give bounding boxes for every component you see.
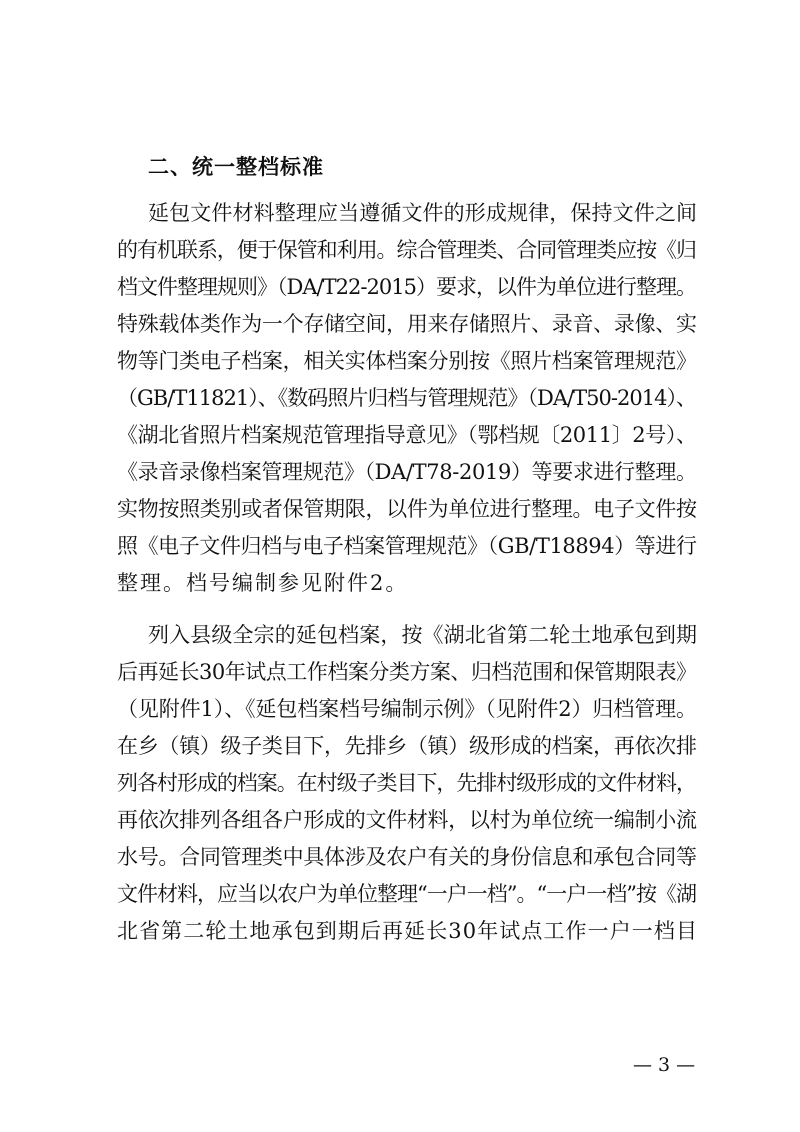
paragraph-1-line-7 [0,417,800,453]
text-line: 列入县级全宗的延包档案，按《湖北省第二轮土地承包到期 [148,623,698,647]
text-line: 后再延长30年试点工作档案分类方案、归档范围和保管期限表》 [117,660,697,684]
text-line: 档文件整理规则》（DA/T22-2015）要求，以件为单位进行整理。 [117,275,697,299]
text-line: 列各村形成的档案。在村级子类目下，先排村级形成的文件材料， [117,771,696,795]
paragraph-1-line-3 [0,269,800,305]
text-line: 北省第二轮土地承包到期后再延长30年试点工作一户一档目 [117,919,699,943]
paragraph-1-line-8 [0,454,800,490]
paragraph-2-line-7 [0,839,800,875]
text-line: 水号。合同管理类中具体涉及农户有关的身份信息和承包合同等 [117,845,697,869]
paragraph-2-line-1 [0,617,800,653]
paragraph-1-line-11 [0,565,800,601]
paragraph-2-line-2 [0,654,800,690]
paragraph-2-line-9 [0,913,800,949]
text-line: 再依次排列各组各户形成的文件材料，以村为单位统一编制小流 [117,808,697,832]
text-line: 特殊载体类作为一个存储空间，用来存储照片、录音、录像、实 [117,312,697,336]
text-line: 整理。档号编制参见附件2。 [117,571,409,595]
text-line: 《湖北省照片档案规范管理指导意见》（鄂档规〔2011〕2号）、 [117,423,697,447]
paragraph-2-line-4 [0,728,800,764]
text-line: 物等门类电子档案，相关实体档案分别按《照片档案管理规范》 [117,349,697,373]
paragraph-1-line-9 [0,491,800,527]
paragraph-2-line-5 [0,765,800,801]
text-line: 实物按照类别或者保管期限，以件为单位进行整理。电子文件按 [117,497,697,521]
paragraph-2-line-3 [0,691,800,727]
paragraph-1-line-2 [0,232,800,268]
paragraph-2-line-8 [0,876,800,912]
text-line: 文件材料，应当以农户为单位整理“一户一档”。“一户一档”按《湖 [117,882,696,906]
paragraph-2-line-6 [0,802,800,838]
paragraph-1-line-4 [0,306,800,342]
page-number: — 3 — [633,1054,696,1076]
text-line: 在乡（镇）级子类目下，先排乡（镇）级形成的档案，再依次排 [117,734,697,758]
text-line: （GB/T11821）、《数码照片归档与管理规范》（DA/T50-2014）、 [117,386,697,410]
paragraph-1-line-6 [0,380,800,416]
text-line: 照《电子文件归档与电子档案管理规范》（GB/T18894）等进行 [117,534,697,558]
paragraph-1-line-5 [0,343,800,379]
text-line: 《录音录像档案管理规范》（DA/T78-2019）等要求进行整理。 [117,460,697,484]
paragraph-1-line-1 [0,195,800,231]
text-line: （见附件1）、《延包档案档号编制示例》（见附件2）归档管理。 [117,697,697,721]
section-heading: 二、统一整档标准 [148,155,324,179]
text-line: 的有机联系，便于保管和利用。综合管理类、合同管理类应按《归 [117,238,696,262]
text-line: 延包文件材料整理应当遵循文件的形成规律，保持文件之间 [148,201,698,225]
paragraph-1-line-10 [0,528,800,564]
